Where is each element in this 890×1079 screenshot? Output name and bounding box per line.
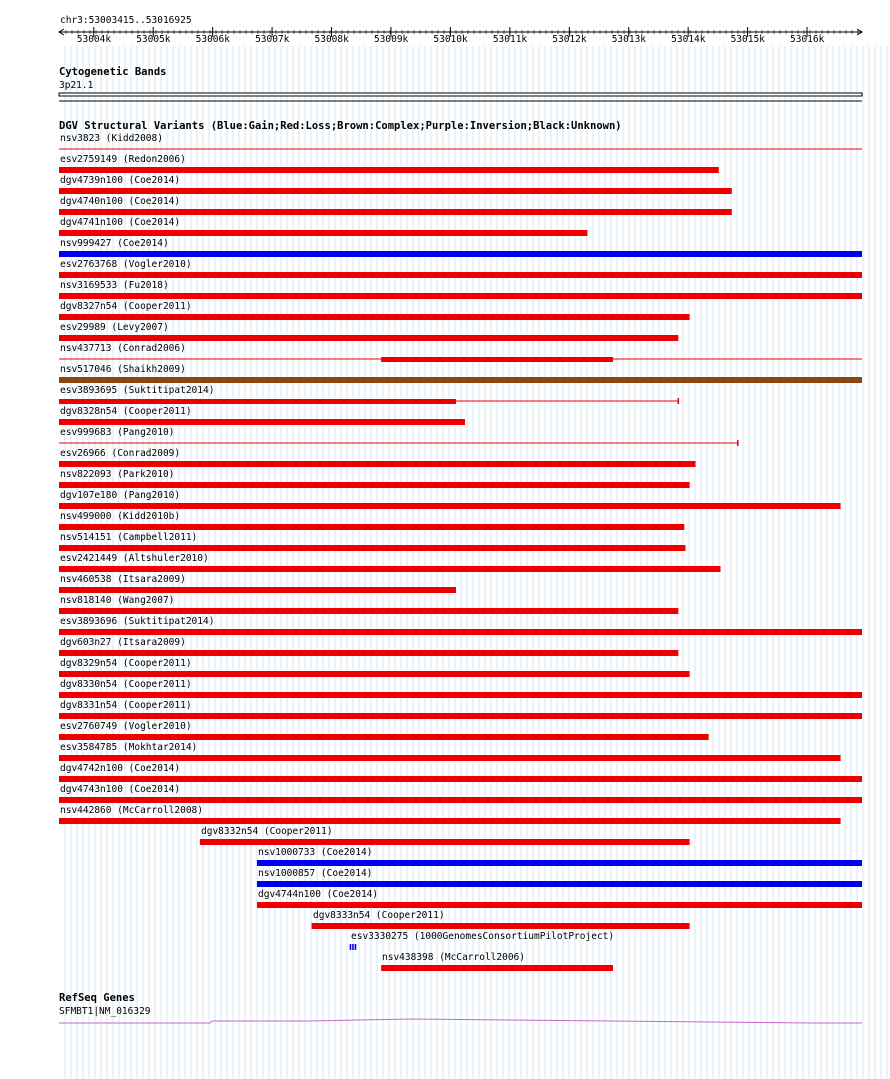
variant-label: dgv8330n54 (Cooper2011) bbox=[60, 679, 192, 690]
ruler-tick-label: 53016k bbox=[790, 34, 825, 45]
variant-label: esv29989 (Levy2007) bbox=[60, 322, 169, 333]
variant-label: esv26966 (Conrad2009) bbox=[60, 448, 181, 459]
variant-label: esv3330275 (1000GenomesConsortiumPilotProject) bbox=[351, 931, 615, 942]
variant-label: nsv3823 (Kidd2008) bbox=[60, 133, 163, 144]
variant-label: nsv499000 (Kidd2010b) bbox=[60, 511, 181, 522]
ruler-tick-label: 53013k bbox=[611, 34, 647, 45]
variant-label: nsv460538 (Itsara2009) bbox=[60, 574, 186, 585]
refseq-track-title: RefSeq Genes bbox=[59, 992, 135, 1004]
ruler-tick-label: 53004k bbox=[76, 34, 112, 45]
variant-label: nsv818140 (Wang2007) bbox=[60, 595, 175, 606]
variant-label: nsv438398 (McCarroll2006) bbox=[382, 952, 525, 963]
ruler-location: chr3:53003415..53016925 bbox=[60, 15, 192, 26]
variant-label: nsv999427 (Coe2014) bbox=[60, 238, 169, 249]
cytoband-label: 3p21.1 bbox=[59, 80, 94, 91]
variant-label: nsv437713 (Conrad2006) bbox=[60, 343, 186, 354]
cytoband-track-title: Cytogenetic Bands bbox=[59, 66, 167, 78]
variant-label: nsv442860 (McCarroll2008) bbox=[60, 805, 203, 816]
variant-label: dgv4741n100 (Coe2014) bbox=[60, 217, 181, 228]
variant-label: esv3893696 (Suktitipat2014) bbox=[60, 616, 215, 627]
ruler-tick-label: 53007k bbox=[255, 34, 290, 45]
variant-label: dgv107e180 (Pang2010) bbox=[60, 490, 181, 501]
variant-label: nsv1000733 (Coe2014) bbox=[258, 847, 373, 858]
variant-label: dgv8327n54 (Cooper2011) bbox=[60, 301, 192, 312]
dgv-track-title: DGV Structural Variants (Blue:Gain;Red:Loss;Brown:Complex;Purple:Inversion;Black:Unknown) bbox=[59, 120, 622, 132]
variant-label: dgv4740n100 (Coe2014) bbox=[60, 196, 181, 207]
variant-label: dgv8328n54 (Cooper2011) bbox=[60, 406, 192, 417]
variant-label: nsv1000857 (Coe2014) bbox=[258, 868, 373, 879]
variant-label: nsv514151 (Campbell2011) bbox=[60, 532, 198, 543]
variant-label: dgv8332n54 (Cooper2011) bbox=[201, 826, 333, 837]
variant-label: dgv8329n54 (Cooper2011) bbox=[60, 658, 192, 669]
gene-label: SFMBT1|NM_016329 bbox=[59, 1006, 151, 1017]
variant-label: dgv4739n100 (Coe2014) bbox=[60, 175, 181, 186]
variant-label: esv2760749 (Vogler2010) bbox=[60, 721, 192, 732]
ruler-tick-label: 53014k bbox=[671, 34, 706, 45]
variant-label: dgv8331n54 (Cooper2011) bbox=[60, 700, 192, 711]
variant-label: esv2763768 (Vogler2010) bbox=[60, 259, 192, 270]
variant-label: esv3584785 (Mokhtar2014) bbox=[60, 742, 198, 753]
variant-label: nsv3169533 (Fu2018) bbox=[60, 280, 169, 291]
ruler-tick-label: 53012k bbox=[552, 34, 587, 45]
variant-label: esv3893695 (Suktitipat2014) bbox=[60, 385, 215, 396]
variant-label: esv2421449 (Altshuler2010) bbox=[60, 553, 209, 564]
variant-label: nsv822093 (Park2010) bbox=[60, 469, 175, 480]
variant-label: esv2759149 (Redon2006) bbox=[60, 154, 186, 165]
ruler-tick-label: 53006k bbox=[195, 34, 230, 45]
ruler-tick-label: 53005k bbox=[136, 34, 171, 45]
variant-label: dgv8333n54 (Cooper2011) bbox=[313, 910, 445, 921]
variant-label: dgv4744n100 (Coe2014) bbox=[258, 889, 379, 900]
ruler-tick-label: 53008k bbox=[314, 34, 349, 45]
variant-label: dgv4742n100 (Coe2014) bbox=[60, 763, 181, 774]
ruler-tick-label: 53010k bbox=[433, 34, 468, 45]
ruler-tick-label: 53011k bbox=[492, 34, 528, 45]
variant-label: dgv603n27 (Itsara2009) bbox=[60, 637, 186, 648]
ruler-tick-label: 53015k bbox=[730, 34, 765, 45]
variant-label: nsv517046 (Shaikh2009) bbox=[60, 364, 186, 375]
variant-label: dgv4743n100 (Coe2014) bbox=[60, 784, 181, 795]
ruler-tick-label: 53009k bbox=[373, 34, 409, 45]
variant-label: esv999683 (Pang2010) bbox=[60, 427, 175, 438]
